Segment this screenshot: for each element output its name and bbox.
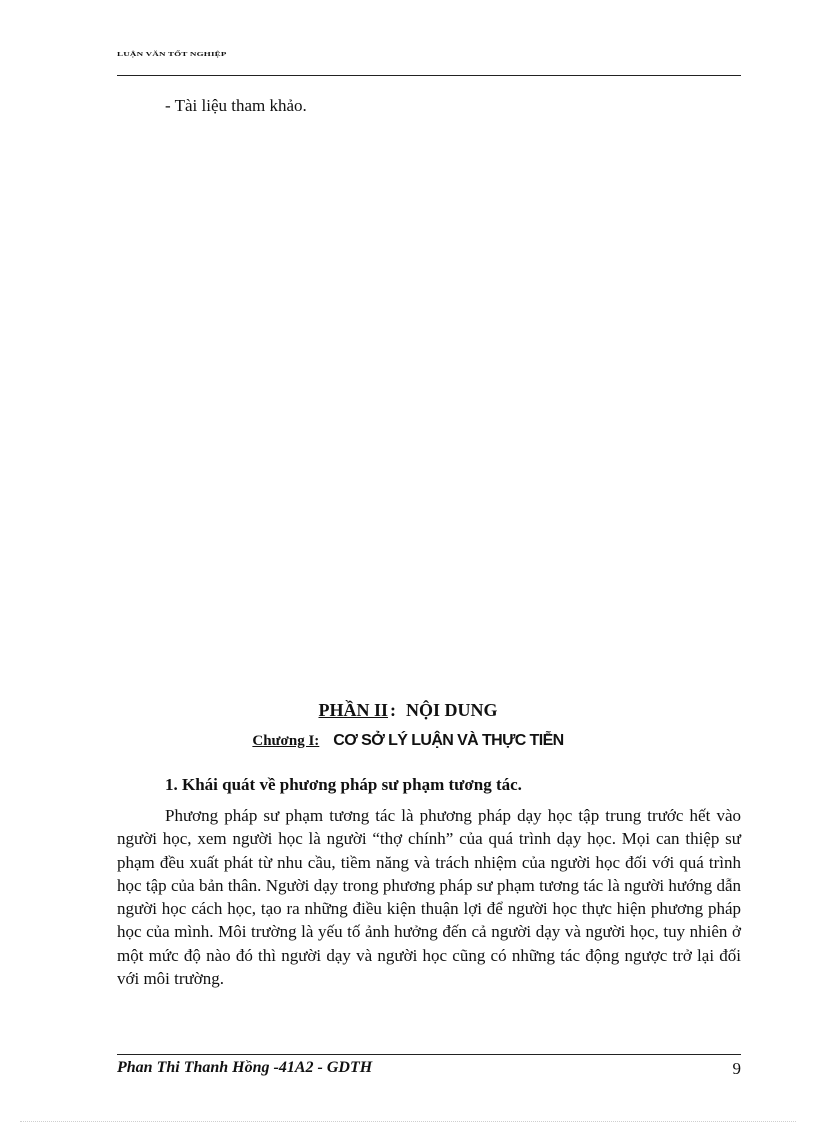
body-paragraph: Phương pháp sư phạm tương tác là phương pháp dạy học tập trung trước hết vào người học, xem người học là người “thợ chính” của quá trình dạy học. Mọi can thiệp sư phạm đều xuất phát từ nhu cầu, tiềm năng và trách nhiệm của người học đối với quá trình học tập của bản thân. Người dạy trong phương pháp sư phạm tương tác là người hướng dẫn người học cách học, tạo ra những điều kiện thuận lợi để người học thực hiện phương pháp học của mình. Môi trường là yếu tố ảnh hưởng đến cả người dạy và người học, tuy nhiên ở một mức độ nào đó thì người dạy và người học cũng có những tác động ngược trở lại đối với môi trường. [117, 806, 741, 989]
header-rule [117, 75, 741, 76]
chapter-name: CƠ SỞ LÝ LUẬN VÀ THỰC TIỄN [333, 732, 564, 749]
part-separator: : [390, 700, 396, 720]
bullet-item: - Tài liệu tham khảo. [165, 96, 307, 115]
part-title [0, 700, 816, 721]
chapter-label: Chương I: [252, 733, 320, 749]
part-label: PHẦN II [318, 700, 388, 720]
footer-author: Phan Thi Thanh Hồng -41A2 - GDTH [117, 1059, 373, 1076]
footer-rule [117, 1054, 741, 1055]
page-edge-dots [20, 1121, 796, 1122]
part-name: NỘI DUNG [406, 700, 498, 720]
section-heading: 1. Khái quát về phương pháp sư phạm tương tác. [165, 775, 522, 794]
chapter-title [0, 732, 816, 750]
running-header: LUẬN VĂN TỐT NGHIỆP [117, 50, 227, 58]
page-number: 9 [732, 1059, 741, 1078]
